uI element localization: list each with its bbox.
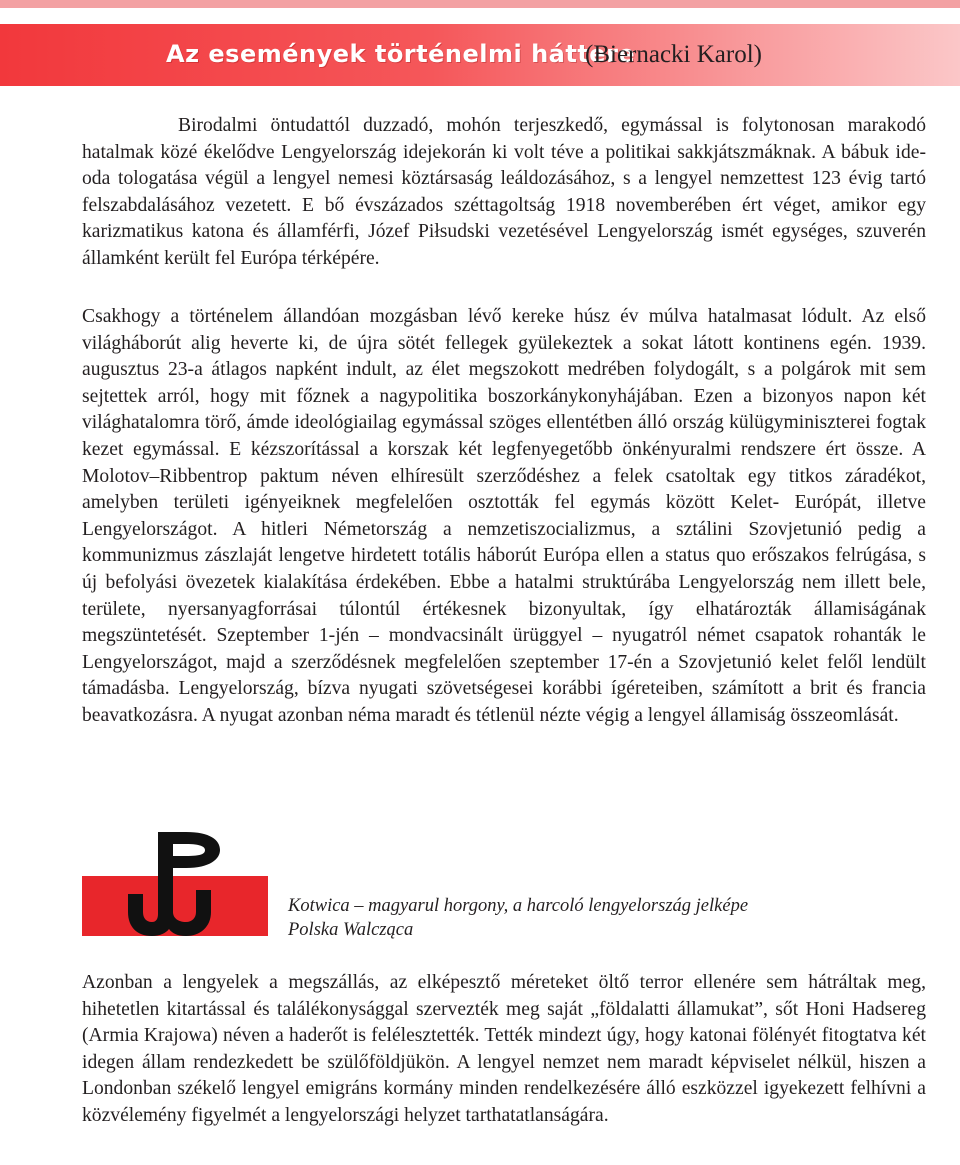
author-name: (Biernacki Karol): [585, 41, 763, 68]
caption-line-2: Polska Walcząca: [288, 920, 414, 940]
caption-line-1: Kotwica – magyarul horgony, a harcoló lengyelország jelképe: [288, 896, 749, 916]
paragraph-history: Csakhogy a történelem állandóan mozgásban lévő kereke húsz év múlva hatalmasat lódult. Az első világháborút alig heverte ki, de újra sötét fellegek gyülekeztek a sokat látott kontinens egén. 1939. augusztus 23-a átlagos napként indult, az élet megszokott medrében folydogált, s a polgárok mit sem sejtettek arról, hogy mit főznek a nagypolitika boszorkánykonyhájában. Ezen a bizonyos napon két világhatalomra törő, ámde ideológiailag egymással szöges ellentétben álló ország külügyminiszterei fogtak kezet egymással. E kézszorítással a korszak két legfenyegetőbb önkényuralmi rendszere ért össze. A Molotov–Ribbentrop paktum néven elhíresült szerződéshez a felek csatoltak egy titkos záradékot, amelyben területi igényeiknek megfelelően osztották fel egymás között Kelet- Európát, illetve Lengyelországot. A hitleri Németország a nemzetiszocializmus, a sztálini Szovjetunió pedig a kommunizmus zászlaját lengetve hirdetett totális háborút Európa ellen a status quo erőszakos felrúgása, s új befolyási övezetek kialakítása érdekében. Ebbe a hatalmi struktúrába Lengyelország nem illett bele, területe, nyersanyagforrásai túlontúl értékesnek bizonyultak, így elhatározták államiságának megszüntetését. Szeptember 1-jén – mondvacsinált ürüggyel – nyugatról német csapatok rohanták le Lengyelországot, majd a szerződésnek megfelelően szeptember 17-én a Szovjetunió kelet felől lendült támadásba. Lengyelország, bízva nyugati szövetségesei korábbi ígéreteiben, számított a brit és francia beavatkozásra. A nyugat azonban néma maradt és tétlenül nézte végig a lengyel államiság összeomlását.: [82, 306, 926, 726]
top-stripe: [0, 0, 960, 8]
paragraph-intro: Birodalmi öntudattól duzzadó, mohón terjeszkedő, egymással is folytonosan marakodó hatalmak közé ékelődve Lengyelország idejekorán ki volt téve a politikai sakkjátszmáknak. A bábuk ide-oda tologatása végül a lengyel nemesi köztársaság leáldozásához, s a lengyel nemzettest 123 évig tartó felszabdalásához vezetett. E bő évszázados széttagoltság 1918 novemberében ért véget, amikor egy karizmatikus katona és államférfi, Józef Piłsudski vezetésével Lengyelország ismét egységes, szuverén államként került fel Európa térképére.: [82, 115, 926, 269]
figure-caption: [288, 894, 748, 942]
kotwica-emblem: [82, 830, 268, 936]
page-title: Az események történelmi háttere: [166, 40, 636, 68]
kotwica-anchor-icon: [82, 830, 268, 936]
paragraph-resistance: Azonban a lengyelek a megszállás, az elképesztő méreteket öltő terror ellenére sem hátráltak meg, hihetetlen kitartással és találékonysággal szervezték meg saját „földalatti államukat”, sőt Honi Hadsereg (Armia Krajowa) néven a haderőt is felélesztették. Tették mindezt úgy, hogy katonai fölényét fitogtatva két idegen állam rendezkedett be szülőföldjükön. A lengyel nemzet nem maradt képviselet nélkül, hiszen a Londonban székelő lengyel emigráns kormány minden rendelkezésére álló eszközzel igyekezett felhívni a közvélemény figyelmét a lengyelországi helyzet tarthatatlanságára.: [82, 972, 926, 1126]
